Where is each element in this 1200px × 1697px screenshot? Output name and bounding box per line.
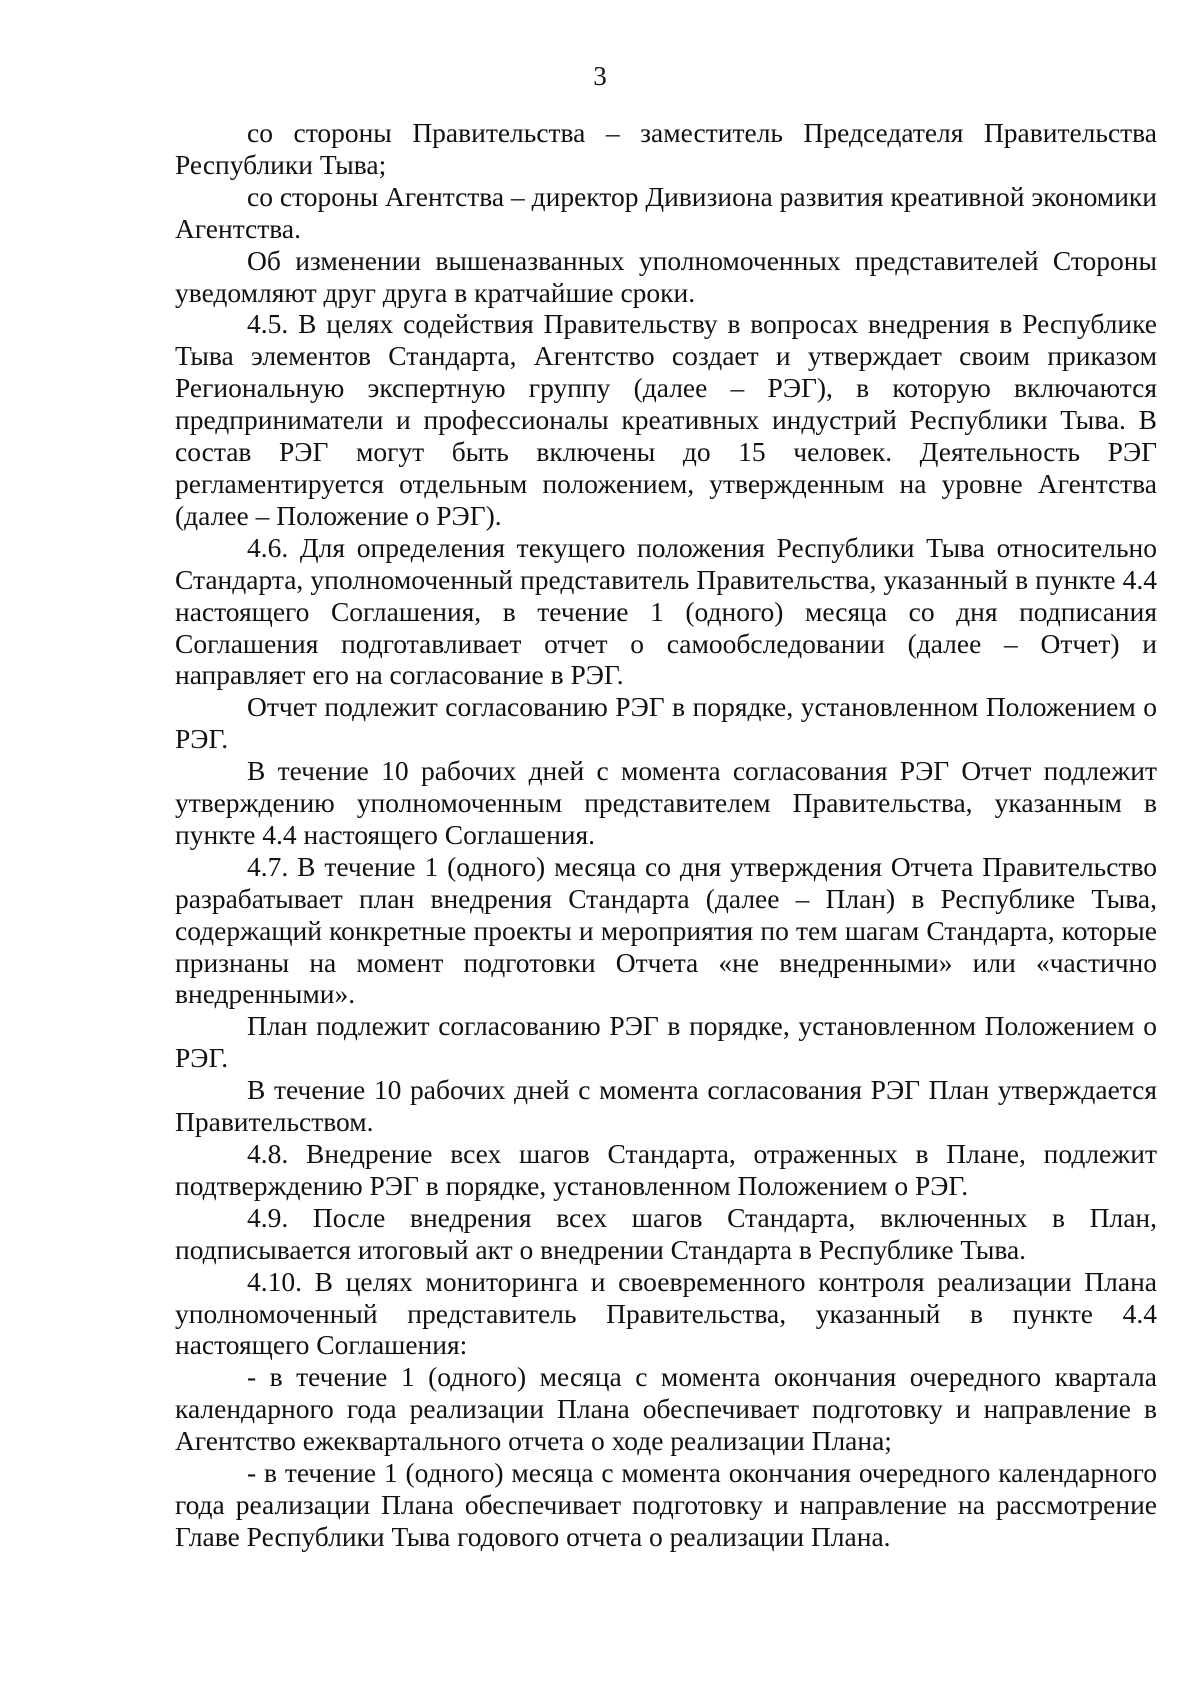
paragraph-plan-approval: План подлежит согласованию РЭГ в порядке, установленном Положением о РЭГ.: [175, 1010, 1157, 1074]
document-body: [175, 117, 1157, 1553]
paragraph-report-confirmation: В течение 10 рабочих дней с момента согласования РЭГ Отчет подлежит утверждению уполномоченным представителем Правительства, указанным в пункте 4.4 настоящего Соглашения.: [175, 755, 1157, 850]
paragraph-report-approval: Отчет подлежит согласованию РЭГ в порядке, установленном Положением о РЭГ.: [175, 691, 1157, 755]
page-number: 3: [593, 61, 607, 91]
list-item-quarterly-report: - в течение 1 (одного) месяца с момента окончания очередного квартала календарного года реализации Плана обеспечивает подготовку и направление в Агентство ежеквартального отчета о ходе реализации Плана;: [175, 1361, 1157, 1457]
paragraph-4-10: 4.10. В целях мониторинга и своевременного контроля реализации Плана уполномоченный представитель Правительства, указанный в пункте 4.4 настоящего Соглашения:: [175, 1265, 1157, 1361]
paragraph-4-7: 4.7. В течение 1 (одного) месяца со дня утверждения Отчета Правительство разрабатывает план внедрения Стандарта (далее – План) в Республике Тыва, содержащий конкретные проекты и мероприятия по тем шагам Стандарта, которые признаны на момент подготовки Отчета «не внедренными» или «частично внедренными».: [175, 850, 1157, 1010]
paragraph-4-5: 4.5. В целях содействия Правительству в вопросах внедрения в Республике Тыва элементов Стандарта, Агентство создает и утверждает своим приказом Региональную экспертную группу (далее – РЭГ), в которую включаются предприниматели и профессионалы креативных индустрий Республики Тыва. В состав РЭГ могут быть включены до 15 человек. Деятельность РЭГ регламентируется отдельным положением, утвержденным на уровне Агентства (далее – Положение о РЭГ).: [175, 308, 1157, 531]
paragraph-agency-representative: со стороны Агентства – директор Дивизиона развития креативной экономики Агентства.: [175, 180, 1157, 244]
paragraph-plan-confirmation: В течение 10 рабочих дней с момента согласования РЭГ План утверждается Правительством.: [175, 1074, 1157, 1138]
paragraph-4-8: 4.8. Внедрение всех шагов Стандарта, отраженных в Плане, подлежит подтверждению РЭГ в порядке, установленном Положением о РЭГ.: [175, 1138, 1157, 1201]
paragraph-4-6: 4.6. Для определения текущего положения Республики Тыва относительно Стандарта, уполномоченный представитель Правительства, указанный в пункте 4.4 настоящего Соглашения, в течение 1 (одного) месяца со дня подписания Соглашения подготавливает отчет о самообследовании (далее – Отчет) и направляет его на согласование в РЭГ.: [175, 531, 1157, 691]
paragraph-4-9: 4.9. После внедрения всех шагов Стандарта, включенных в План, подписывается итоговый акт о внедрении Стандарта в Республике Тыва.: [175, 1201, 1157, 1265]
paragraph-government-representative: со стороны Правительства – заместитель Председателя Правительства Республики Тыва;: [175, 117, 1157, 180]
list-item-annual-report: - в течение 1 (одного) месяца с момента окончания очередного календарного года реализации Плана обеспечивает подготовку и направление на рассмотрение Главе Республики Тыва годового отчета о реализации Плана.: [175, 1457, 1157, 1552]
paragraph-representative-change-notice: Об изменении вышеназванных уполномоченных представителей Стороны уведомляют друг друга в кратчайшие сроки.: [175, 244, 1157, 308]
